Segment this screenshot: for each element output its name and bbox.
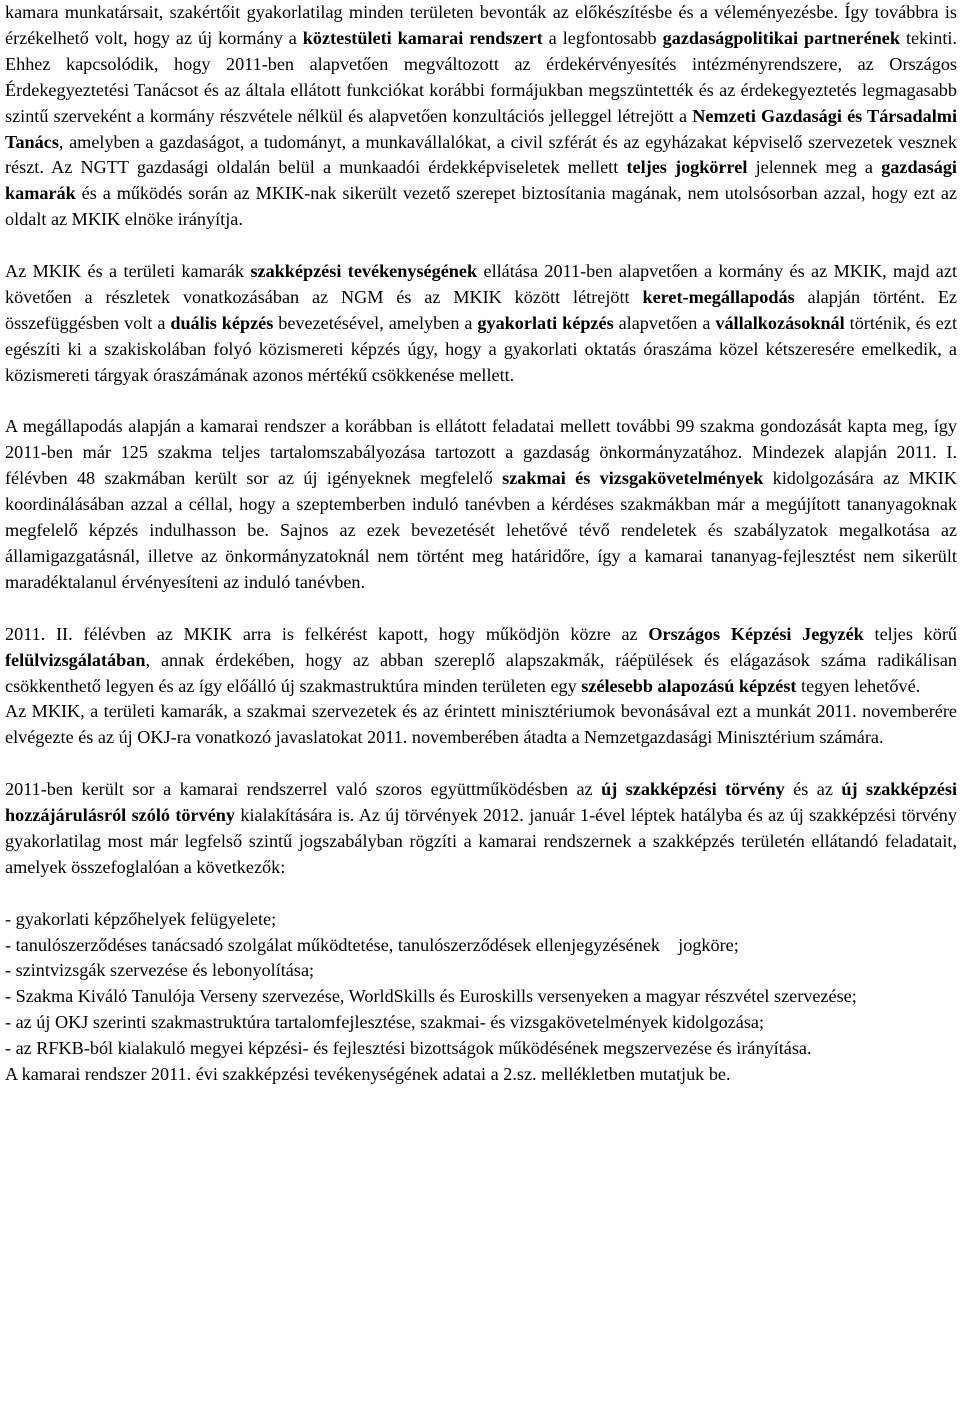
list-item: - az új OKJ szerinti szakmastruktúra tartalomfejlesztése, szakmai- és vizsgakövetelmények kidolgozása; [5,1012,765,1033]
task-list [5,907,957,1062]
bold-phrase: gazdasági kamarák [5,157,957,204]
text-run: kialakítására is. Az új törvények 2012. január 1-ével léptek hatályba és az új szakképzési törvény gyakorlatilag most már legfelső szintű jogszabályban rögzíti a kamarai rendszernek a szakképzés területén ellátandó feladatait, amelyek összefoglalóan a következők: [5,805,957,877]
text-run: alapján történt. Ez összefüggésben volt a [5,286,958,333]
text-run: tegyen lehetővé. [796,675,921,696]
text-run: és a működés során az MKIK-nak sikerült vezető szerepet biztosítania magának, nem utolsósorban azzal, hogy ezt az oldalt az MKIK elnöke irányítja. [5,183,957,230]
text-run: kamara munkatársait, szakértőit gyakorlatilag minden területen bevonták az előkészítésbe és a véleményezésbe. Így továbbra is érzékelhető volt, hogy az új kormány a [5,2,957,48]
list-item: - szintvizsgák szervezése és lebonyolítása; [5,960,315,981]
text-run: ellátása 2011-ben alapvetően a kormány és az MKIK, majd azt követően a részletek vonatkozásában az NGM és az MKIK között létrejött [5,261,958,307]
document-page [5,0,957,1088]
bold-phrase: szakmai és vizsgakövetelmények [502,468,764,489]
text-run: bevezetésével, amelyben a [273,312,478,333]
bold-phrase: keret-megállapodás [642,286,795,307]
text-run: A megállapodás alapján a kamarai rendszer a korábban is ellátott feladatai mellett további 99 szakma gondozását kapta meg, így 2011-ben már 125 szakma teljes tartalomszabályozása tartozott a gazdaság önkormányzatához. Mindezek alapján 2011. I. félévben 48 szakmában került sor az új igényeknek megfelelő [5,416,957,489]
bold-phrase: szakképzési tevékenységének [250,261,478,282]
bold-phrase: szélesebb alapozású képzést [581,675,797,696]
document-body [5,0,957,881]
text-run: Az MKIK és a területi kamarák [5,261,251,282]
text-run: a legfontosabb [542,27,663,48]
text-run: teljes körű [863,623,957,644]
bold-phrase: teljes jogkörrel [626,157,748,178]
text-run: és az [784,779,842,800]
list-item: - az RFKB-ból kialakuló megyei képzési- és fejlesztési bizottságok működésének megszervezése és irányítása. [5,1038,812,1059]
text-run: , amelyben a gazdaságot, a tudományt, a munkavállalókat, a civil szférát és az egyházakat képviselő szervezetek vesznek részt. Az NGTT gazdasági oldalán belül a munkaadói érdekképviseletek mellett [5,131,957,178]
text-run: tekinti. Ehhez kapcsolódik, hogy 2011-ben alapvetően megváltozott az érdekérvényesítés intézményrendszere, az Országos Érdekegyeztetési Tanácsot és az általa ellátott funkciókat korábbi formájukban megszüntették és az érdekegyeztetés legmagasabb szintű szerveként a kormány részvétele nélkül és alapvetően konzultációs jelleggel létrejött a [5,27,957,126]
bold-phrase: új szakképzési hozzájárulásról szóló törvény [5,779,957,826]
paragraph-kamarai-partnerseg [5,0,957,233]
bold-phrase: köztestületi kamarai rendszert [302,27,543,48]
bold-phrase: Országos Képzési Jegyzék [648,623,864,644]
bold-phrase: gyakorlati képzés [477,312,614,333]
paragraph-uj-torvenyek [5,777,957,881]
paragraph-okj-felulvizsgalat [5,622,957,700]
list-item: - tanulószerződéses tanácsadó szolgálat működtetése, tanulószerződések ellenjegyzésének jogköre; [5,934,739,955]
paragraph-okj-javaslatok [5,699,957,751]
bold-phrase: duális képzés [170,312,274,333]
text-run: jelennek meg a [747,157,882,178]
text-run: kidolgozására az MKIK koordinálásában azzal a céllal, hogy a szeptemberben induló tanévben a kérdéses szakmákban már a megújított tananyagoknak megfelelő képzés indulhasson be. Sajnos az ezek bevezetését lehetővé tévő rendeletek és szabályzatok megalkotása az államigazgatásnál, illetve az önkormányzatoknál nem történt meg határidőre, így a kamarai tananyag-fejlesztést nem sikerült maradéktalanul érvényesíteni az induló tanévben. [5,468,957,592]
text-run: 2011. II. félévben az MKIK arra is felkérést kapott, hogy működjön közre az [5,623,649,644]
bold-phrase: Nemzeti Gazdasági és Társadalmi Tanács [5,105,957,152]
bold-phrase: gazdaságpolitikai partnerének [662,27,900,48]
text-run: alapvetően a [613,312,716,333]
list-item: - gyakorlati képzőhelyek felügyelete; [5,908,277,929]
text-run: 2011-ben került sor a kamarai rendszerrel való szoros együttműködésben az [5,779,602,800]
closing-sentence: A kamarai rendszer 2011. évi szakképzési tevékenységének adatai a 2.sz. mellékletben mutatjuk be. [5,1064,731,1085]
bold-phrase: vállalkozásoknál [715,312,845,333]
list-item: - Szakma Kiváló Tanulója Verseny szervezése, WorldSkills és Euroskills versenyeken a magyar részvétel szervezése; [5,986,857,1007]
text-run: történik, és ezt egészíti ki a szakiskolában folyó közismereti képzés úgy, hogy a gyakorlati oktatás óraszáma közel kétszeresére emelkedik, a közismereti tárgyak óraszámának azonos mértékű csökkenése mellett. [5,312,958,385]
bold-phrase: új szakképzési törvény [601,779,785,800]
paragraph-megallapodas [5,414,957,595]
text-run: , annak érdekében, hogy az abban szereplő alapszakmák, ráépülések és elágazások száma radikálisan csökkenthető legyen és az így előálló új szakmastruktúra minden területen egy [5,649,957,696]
bold-phrase: felülvizsgálatában [5,649,146,670]
text-run: Az MKIK, a területi kamarák, a szakmai szervezetek és az érintett minisztériumok bevonásával ezt a munkát 2011. novemberére elvégezte és az új OKJ-ra vonatkozó javaslatokat 2011. novemberében átadta a Nemzetgazdasági Minisztérium számára. [5,701,957,748]
paragraph-szakkepzesi-tevekenyseg [5,259,957,389]
